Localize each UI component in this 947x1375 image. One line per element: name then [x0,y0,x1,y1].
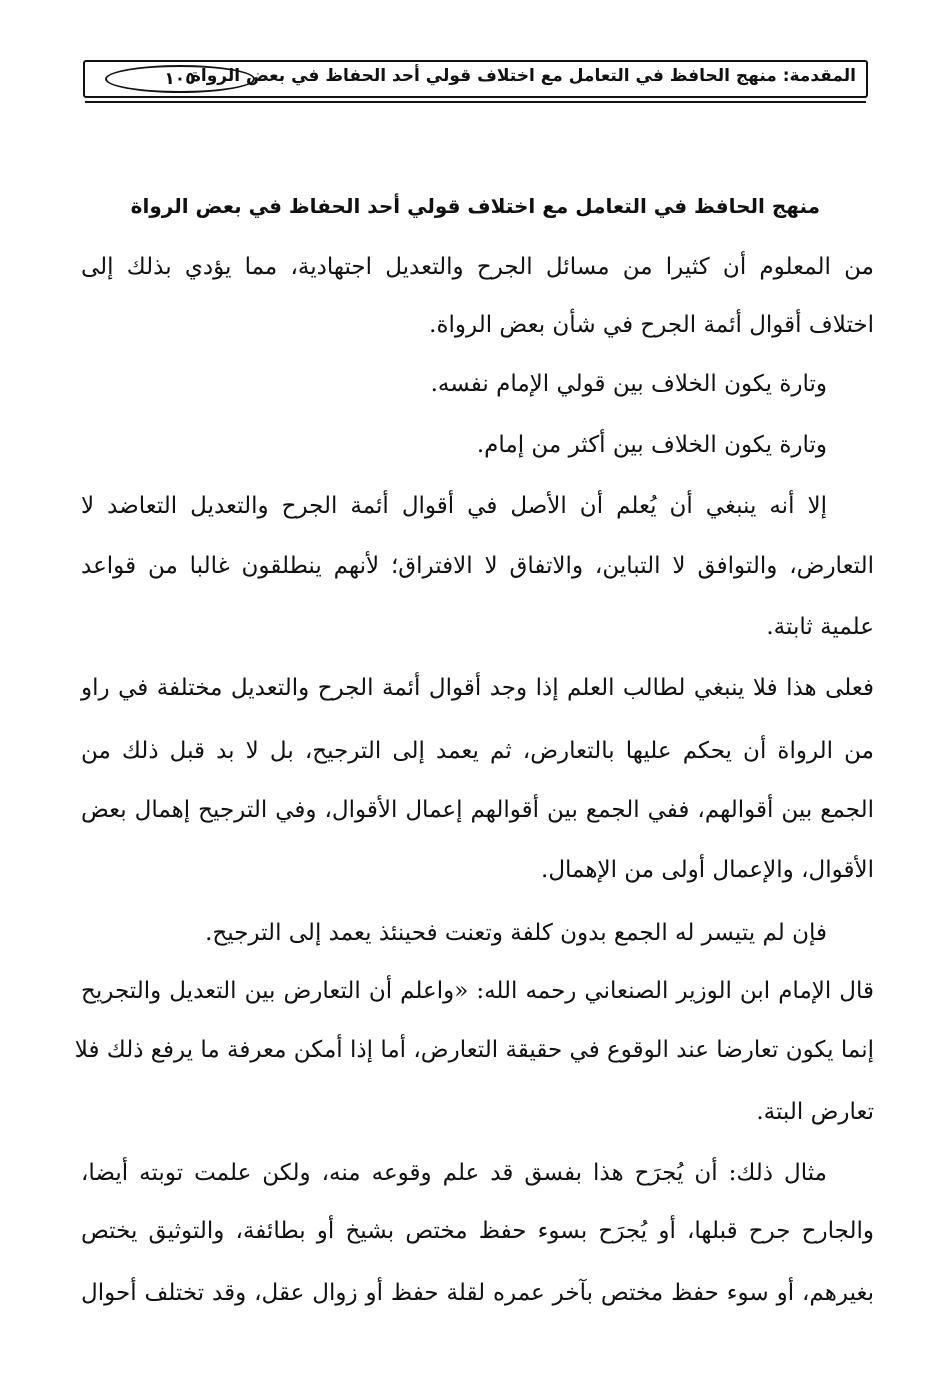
text-line: من الرواة أن يحكم عليها بالتعارض، ثم يعمد إلى الترجيح، بل لا بد قبل ذلك من [81,738,874,764]
header-title: المقدمة: منهج الحافظ في التعامل مع اختلاف قولي أحد الحفاظ في بعض الرواة [190,66,856,86]
text-line: الأقوال، والإعمال أولى من الإهمال. [541,857,874,883]
text-line: تعارض البتة. [756,1099,874,1125]
text-line: التعارض، والتوافق لا التباين، والاتفاق لا الافتراق؛ لأنهم ينطلقون غالبا من قواعد [81,553,874,579]
running-header [83,60,868,98]
text-line: وتارة يكون الخلاف بين قولي الإمام نفسه. [430,371,827,397]
text-line: قال الإمام ابن الوزير الصنعاني رحمه الله: «واعلم أن التعارض بين التعديل والتجريح [81,978,874,1004]
text-line: إلا أنه ينبغي أن يُعلم أن الأصل في أقوال أئمة الجرح والتعديل التعاضد لا [81,493,827,519]
text-line: علمية ثابتة. [766,614,874,640]
text-line: اختلاف أقوال أئمة الجرح في شأن بعض الرواة. [429,312,874,338]
text-line: إنما يكون تعارضا عند الوقوع في حقيقة التعارض، أما إذا أمكن معرفة ما يرفع ذلك فلا [74,1037,874,1063]
section-title: منهج الحافظ في التعامل مع اختلاف قولي أحد الحفاظ في بعض الرواة [130,194,820,218]
text-line: والجارح جرح قبلها، أو يُجرَح بسوء حفظ مختص بشيخ أو بطائفة، والتوثيق يختص [81,1218,874,1244]
text-line: مثال ذلك: أن يُجرَح هذا بفسق قد علم وقوعه منه، ولكن علمت توبته أيضا، [81,1160,827,1186]
text-line: الجمع بين أقوالهم، ففي الجمع بين أقوالهم إعمال الأقوال، وفي الترجيح إهمال بعض [81,797,874,823]
text-line: وتارة يكون الخلاف بين أكثر من إمام. [476,432,827,458]
text-line: من المعلوم أن كثيرا من مسائل الجرح والتعديل اجتهادية، مما يؤدي بذلك إلى [81,254,874,280]
page-number: ١٠٥ [105,65,255,93]
text-line: فعلى هذا فلا ينبغي لطالب العلم إذا وجد أقوال أئمة الجرح والتعديل مختلفة في راو [81,675,874,701]
text-line: فإن لم يتيسر له الجمع بدون كلفة وتعنت فحينئذ يعمد إلى الترجيح. [205,920,827,946]
text-line: بغيرهم، أو سوء حفظ مختص بآخر عمره لقلة حفظ أو زوال عقل، وقد تختلف أحوال [81,1280,874,1306]
